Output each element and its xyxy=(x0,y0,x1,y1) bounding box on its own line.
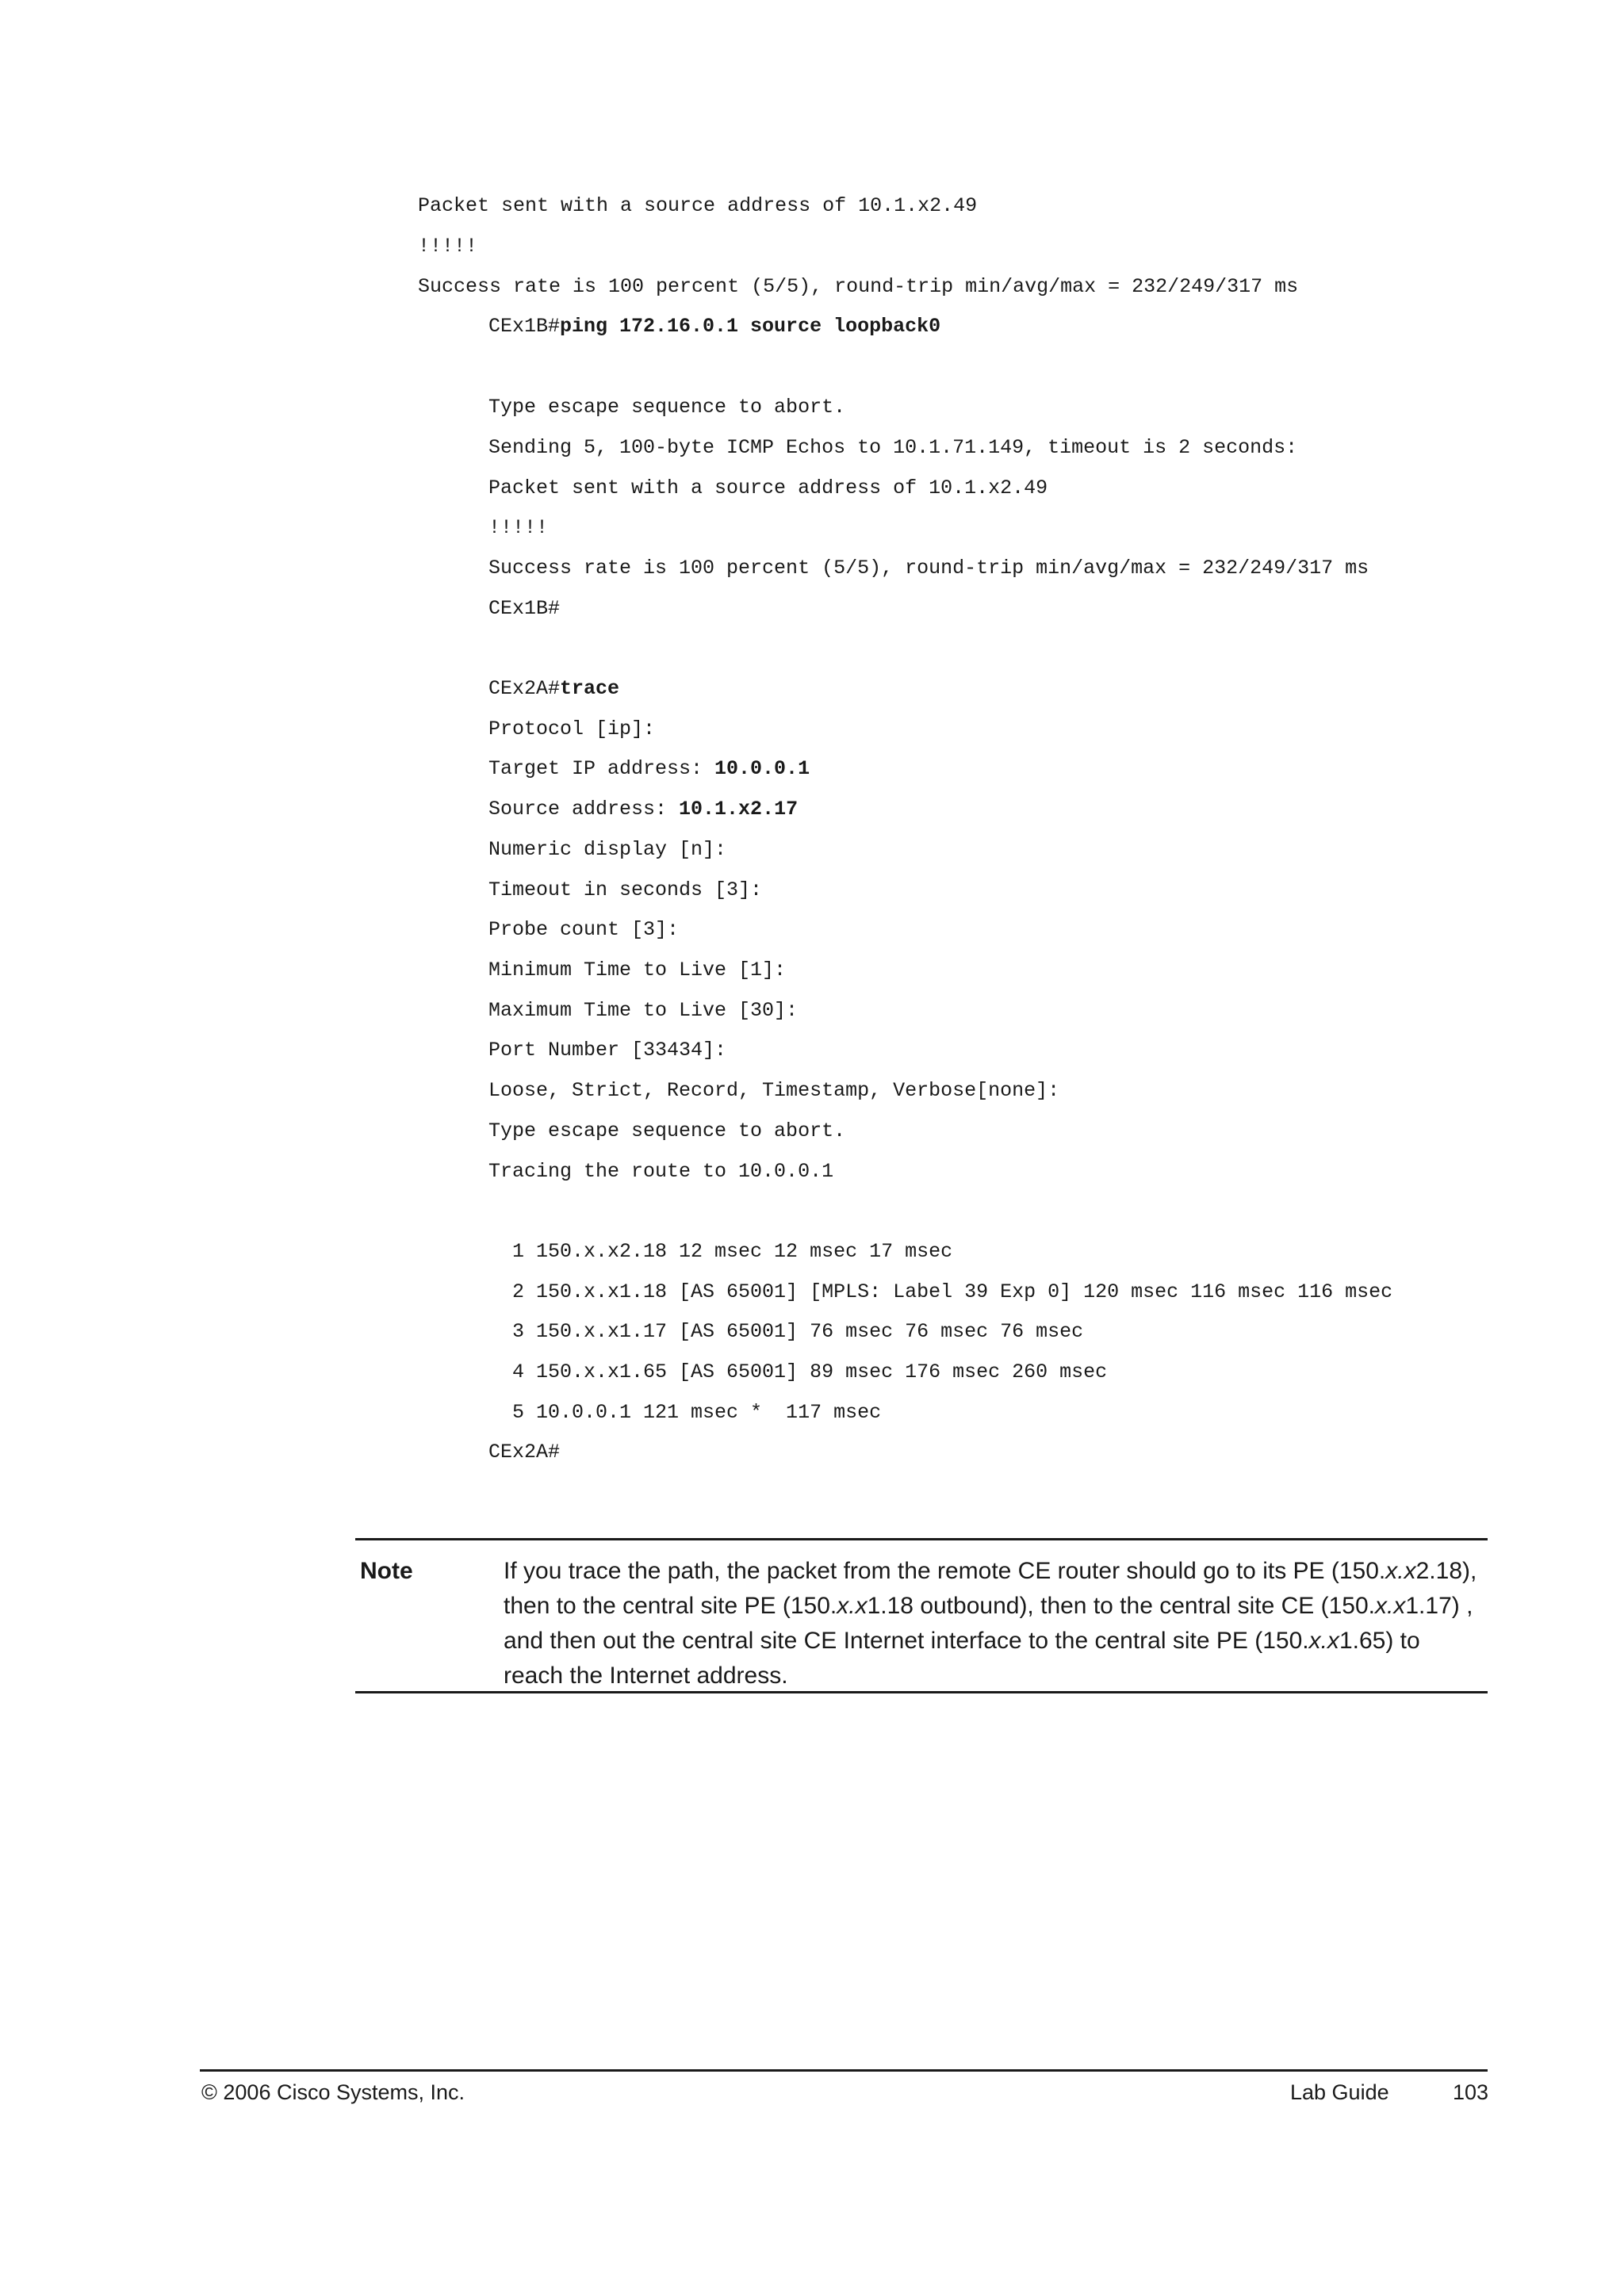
console-line: Sending 5, 100-byte ICMP Echos to 10.1.71.149, timeout is 2 seconds: xyxy=(488,436,1298,459)
command: ping 172.16.0.1 source loopback0 xyxy=(560,315,941,338)
footer-guide-title: Lab Guide xyxy=(1290,2080,1389,2104)
prompt: CEx2A# xyxy=(488,677,561,700)
hop-line: 4 150.x.x1.65 [AS 65001] 89 msec 176 msec 260 msec xyxy=(488,1360,1108,1383)
note-line: If you trace the path, the packet from the remote CE router should go to its PE (150.x.x2.18), xyxy=(504,1558,1477,1584)
hop-line: 2 150.x.x1.18 [AS 65001] [MPLS: Label 39 Exp 0] 120 msec 116 msec 116 msec xyxy=(488,1280,1393,1303)
console-line: Probe count [3]: xyxy=(488,918,680,941)
console-line: Packet sent with a source address of 10.1.x2.49 xyxy=(418,194,978,217)
source-value: 10.1.x2.17 xyxy=(679,798,799,821)
note-line: reach the Internet address. xyxy=(504,1663,788,1689)
command: trace xyxy=(560,677,620,700)
page-number: 103 xyxy=(1453,2080,1489,2104)
trace-command-line xyxy=(488,677,619,700)
hop-line: 3 150.x.x1.17 [AS 65001] 76 msec 76 msec 76 msec xyxy=(488,1320,1084,1343)
console-line: Minimum Time to Live [1]: xyxy=(488,959,787,982)
footer-rule xyxy=(200,2069,1488,2072)
console-line: Packet sent with a source address of 10.1.x2.49 xyxy=(488,476,1048,499)
note-line: and then out the central site CE Internet interface to the central site PE (150.x.x1.65) to xyxy=(504,1628,1420,1654)
hop-line: 5 10.0.0.1 121 msec * 117 msec xyxy=(488,1401,882,1424)
note-text xyxy=(504,1554,1487,1693)
console-line: Numeric display [n]: xyxy=(488,838,727,861)
target-line xyxy=(488,757,810,780)
target-label: Target IP address: xyxy=(488,757,715,780)
target-value: 10.0.0.1 xyxy=(714,757,810,780)
console-line: Success rate is 100 percent (5/5), round-trip min/avg/max = 232/249/317 ms xyxy=(418,275,1299,298)
note-top-rule xyxy=(355,1538,1488,1540)
note-line: then to the central site PE (150.x.x1.18 outbound), then to the central site CE (150.x.x1.17) , xyxy=(504,1593,1473,1619)
note-label: Note xyxy=(360,1558,413,1584)
console-line: !!!!! xyxy=(488,516,549,539)
source-label: Source address: xyxy=(488,798,680,821)
console-line: Tracing the route to 10.0.0.1 xyxy=(488,1160,834,1183)
console-line: Type escape sequence to abort. xyxy=(488,396,846,419)
console-line: Type escape sequence to abort. xyxy=(488,1119,846,1142)
console-line: Timeout in seconds [3]: xyxy=(488,878,763,901)
hop-line: 1 150.x.x2.18 12 msec 12 msec 17 msec xyxy=(488,1240,953,1263)
console-line: Maximum Time to Live [30]: xyxy=(488,999,799,1022)
console-line: Protocol [ip]: xyxy=(488,718,656,740)
source-line xyxy=(488,798,798,821)
prompt: CEx1B# xyxy=(488,315,561,338)
console-line: Port Number [33434]: xyxy=(488,1039,727,1062)
ping-command-line xyxy=(488,315,940,338)
console-line: Success rate is 100 percent (5/5), round-trip min/avg/max = 232/249/317 ms xyxy=(488,557,1369,580)
console-line: CEx1B# xyxy=(488,597,561,620)
note-bottom-rule xyxy=(355,1691,1488,1693)
footer-copyright: © 2006 Cisco Systems, Inc. xyxy=(201,2080,465,2104)
console-line: Loose, Strict, Record, Timestamp, Verbose[none]: xyxy=(488,1079,1060,1102)
console-line: CEx2A# xyxy=(488,1441,561,1464)
console-line: !!!!! xyxy=(418,235,478,258)
